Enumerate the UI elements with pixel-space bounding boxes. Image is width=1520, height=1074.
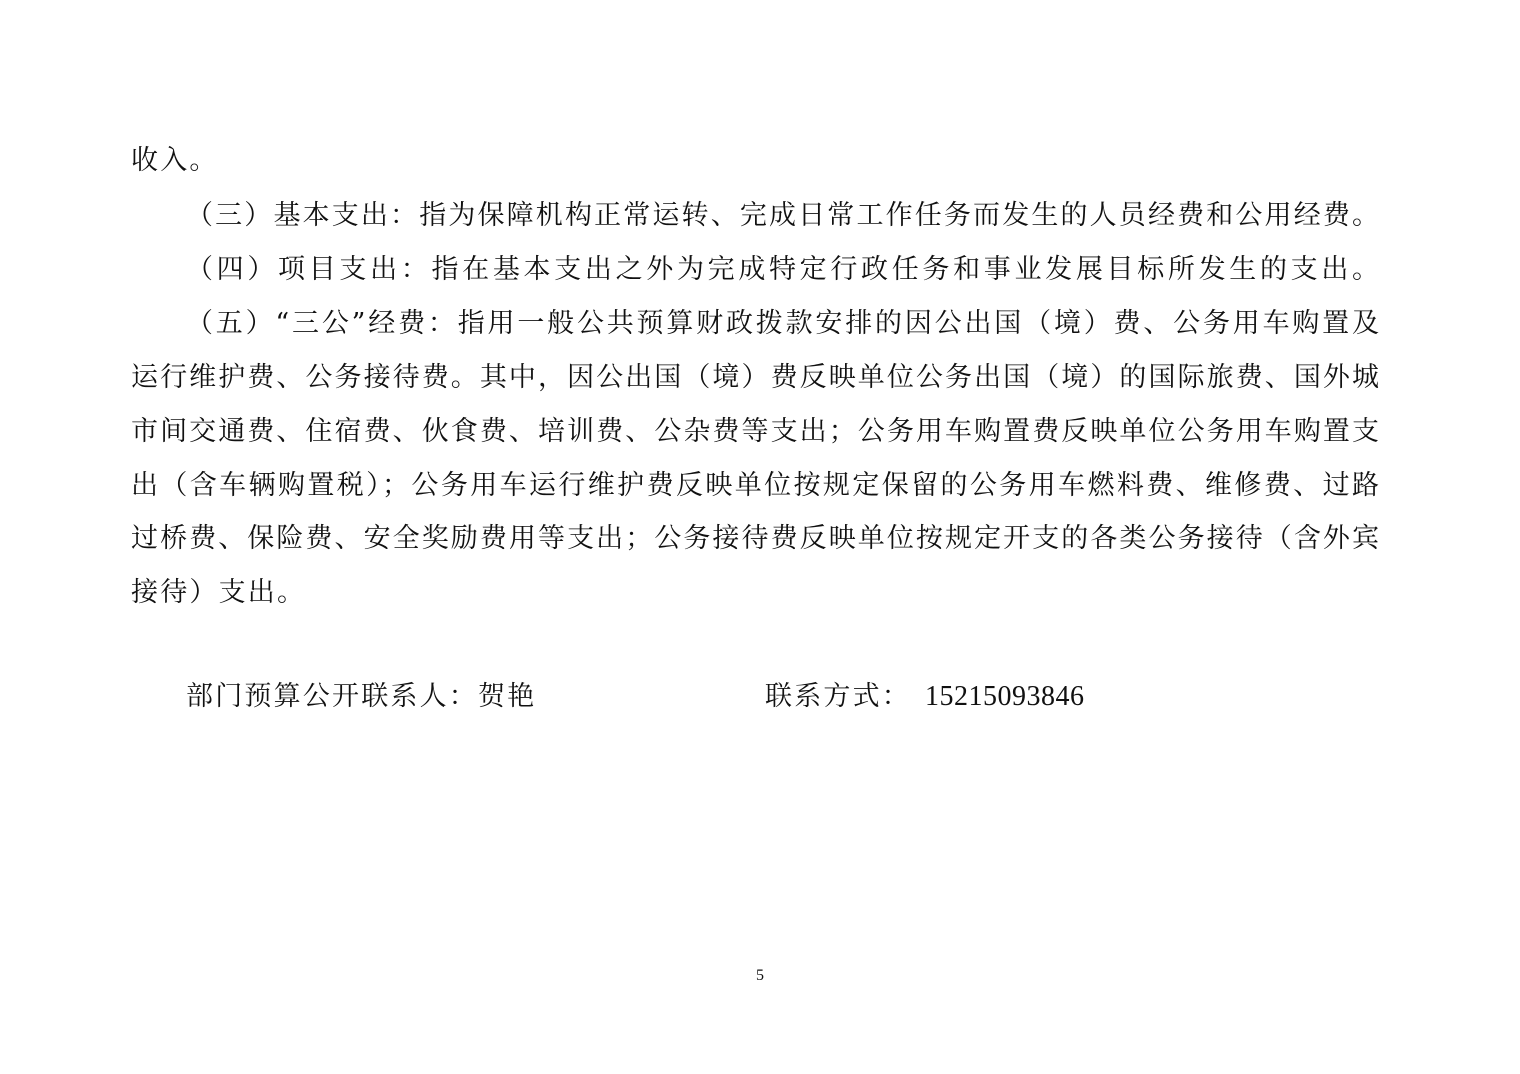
budget-contact-person: 部门预算公开联系人：贺艳 [186,681,537,712]
page-number: 5 [756,967,764,984]
budget-contact-phone [765,678,1085,716]
paragraph-line: 收入。 [131,145,219,176]
paragraph-line: 过桥费、保险费、安全奖励费用等支出；公务接待费反映单位按规定开支的各类公务接待（含外宾 [131,523,1379,554]
paragraph-line: 接待）支出。 [131,577,307,608]
paragraph-line: 出（含车辆购置税）；公务用车运行维护费反映单位按规定保留的公务用车燃料费、维修费、过路 [131,470,1379,501]
definition-three-public-expenses: （五）“三公”经费：指用一般公共预算财政拨款安排的因公出国（境）费、公务用车购置及 [186,308,1379,339]
definition-project-expenditure: （四）项目支出：指在基本支出之外为完成特定行政任务和事业发展目标所发生的支出。 [186,254,1379,285]
paragraph-line: 市间交通费、住宿费、伙食费、培训费、公杂费等支出；公务用车购置费反映单位公务用车购置支 [131,416,1379,447]
contact-phone-number: 15215093846 [925,681,1085,712]
definition-basic-expenditure: （三）基本支出：指为保障机构正常运转、完成日常工作任务而发生的人员经费和公用经费。 [186,200,1379,231]
paragraph-line: 运行维护费、公务接待费。其中，因公出国（境）费反映单位公务出国（境）的国际旅费、国外城 [131,362,1379,393]
contact-method-label: 联系方式： [765,681,911,712]
